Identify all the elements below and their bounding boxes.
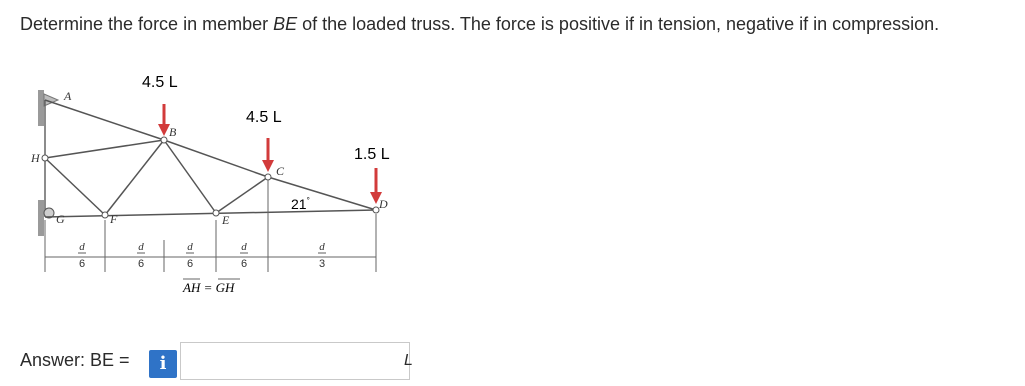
joint-label-e: E bbox=[222, 213, 230, 227]
dim-bottom-4: 3 bbox=[318, 258, 326, 270]
joint-label-a: A bbox=[64, 89, 72, 103]
angle-unit: ° bbox=[306, 196, 310, 205]
dim-top-4: d bbox=[319, 241, 325, 253]
member-gd bbox=[45, 210, 376, 217]
member-ec bbox=[216, 177, 268, 213]
question-text bbox=[20, 12, 939, 36]
answer-unit: L bbox=[404, 352, 413, 369]
member-cd bbox=[268, 177, 376, 210]
question-suffix: of the loaded truss. The force is positive if in tension, negative if in compression. bbox=[297, 14, 940, 34]
joint-labels bbox=[30, 89, 388, 227]
joint-label-d: D bbox=[379, 197, 388, 211]
joint-c bbox=[265, 174, 271, 180]
joint-b bbox=[161, 137, 167, 143]
joint-e bbox=[213, 210, 219, 216]
joint-h bbox=[42, 155, 48, 161]
answer-row bbox=[20, 342, 1020, 380]
joint-label-b: B bbox=[169, 125, 177, 139]
dim-top-0: d bbox=[79, 241, 85, 253]
truss-diagram bbox=[30, 60, 430, 305]
member-ab bbox=[45, 100, 164, 140]
load-label-b: 4.5 L bbox=[142, 74, 178, 91]
member-hf bbox=[45, 158, 105, 215]
angle-value: 21 bbox=[291, 196, 307, 212]
dim-bottom-0: 6 bbox=[78, 258, 86, 270]
question-member: BE bbox=[273, 14, 298, 34]
dimension-ticks bbox=[45, 180, 376, 272]
answer-input[interactable] bbox=[180, 342, 410, 380]
dim-top-1: d bbox=[138, 241, 144, 253]
truss-members bbox=[45, 100, 376, 217]
joint-label-f: F bbox=[110, 212, 118, 226]
joint-f bbox=[102, 212, 108, 218]
dimension-labels bbox=[78, 241, 326, 270]
joint-label-c: C bbox=[276, 164, 285, 178]
joint-label-h: H bbox=[31, 151, 40, 165]
load-label-d: 1.5 L bbox=[354, 146, 390, 163]
question-prefix: Determine the force in member bbox=[20, 14, 274, 34]
answer-label: Answer: BE = bbox=[20, 350, 130, 370]
truss-figure bbox=[30, 60, 430, 310]
dim-label-2 bbox=[186, 241, 194, 270]
relation-label: AH = GH bbox=[183, 280, 235, 295]
support-wall-bottom bbox=[38, 200, 44, 236]
dim-bottom-2: 6 bbox=[186, 258, 194, 270]
dim-top-2: d bbox=[187, 241, 193, 253]
dim-label-1 bbox=[137, 241, 145, 270]
dim-bottom-1: 6 bbox=[137, 258, 145, 270]
info-button[interactable]: i bbox=[149, 350, 177, 378]
member-be bbox=[164, 140, 216, 213]
member-bc bbox=[164, 140, 268, 177]
dim-label-3 bbox=[240, 241, 248, 270]
support-wall-top bbox=[38, 90, 44, 126]
member-bf bbox=[105, 140, 164, 215]
angle-label bbox=[291, 196, 310, 212]
joint-label-g: G bbox=[56, 212, 65, 226]
load-label-c: 4.5 L bbox=[246, 109, 282, 126]
dim-label-4 bbox=[318, 241, 326, 270]
dim-label-0 bbox=[78, 241, 86, 270]
dim-bottom-3: 6 bbox=[240, 258, 248, 270]
load-arrowhead-c bbox=[262, 160, 274, 172]
dim-top-3: d bbox=[241, 241, 247, 253]
member-hb bbox=[45, 140, 164, 158]
